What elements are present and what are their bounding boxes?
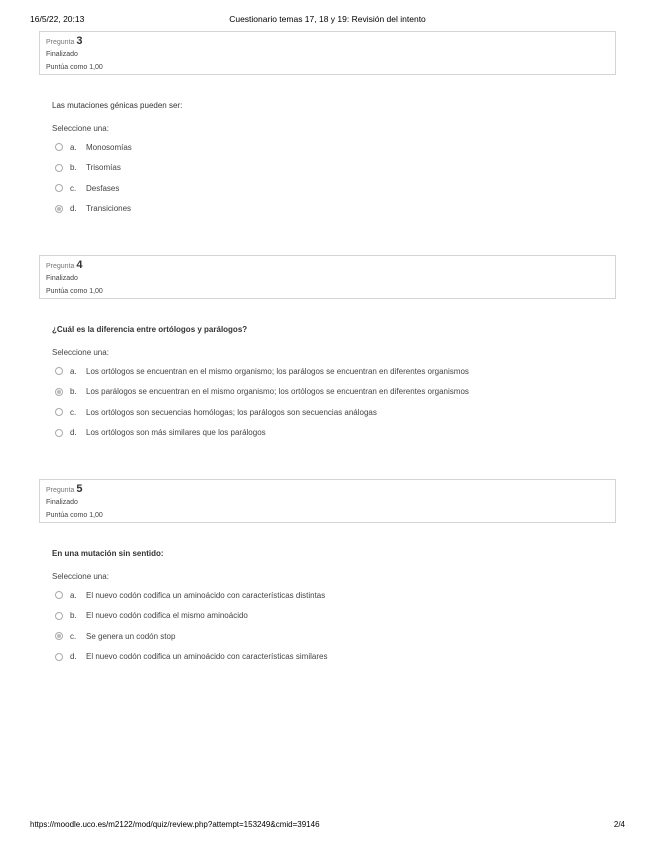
question-grade: Puntúa como 1,00 <box>46 512 103 519</box>
question-5 <box>39 479 616 667</box>
question-text: En una mutación sin sentido: <box>52 549 164 558</box>
question-grade: Puntúa como 1,00 <box>46 288 103 295</box>
print-title: Cuestionario temas 17, 18 y 19: Revisión del intento <box>229 14 426 24</box>
answer-prompt: Seleccione una: <box>52 572 109 581</box>
print-url: https://moodle.uco.es/m2122/mod/quiz/review.php?attempt=153249&cmid=39146 <box>30 820 320 829</box>
question-number: Pregunta 4 <box>46 259 83 271</box>
answer-option[interactable]: a. El nuevo codón codifica un aminoácido con características distintas <box>55 585 616 606</box>
answer-prompt: Seleccione una: <box>52 124 109 133</box>
radio-button[interactable] <box>55 429 63 437</box>
question-grade: Puntúa como 1,00 <box>46 64 103 71</box>
radio-button[interactable] <box>55 143 63 151</box>
print-datetime: 16/5/22, 20:13 <box>30 14 85 24</box>
radio-button[interactable] <box>55 653 63 661</box>
question-number: Pregunta 5 <box>46 483 83 495</box>
answer-list <box>55 137 616 219</box>
question-3 <box>39 31 616 219</box>
radio-button[interactable] <box>55 184 63 192</box>
question-number: Pregunta 3 <box>46 35 83 47</box>
answer-option[interactable]: d. El nuevo codón codifica un aminoácido con características similares <box>55 647 616 668</box>
question-text: Las mutaciones génicas pueden ser: <box>52 101 183 110</box>
answer-option[interactable]: c. Los ortólogos son secuencias homólogas; los parálogos son secuencias análogas <box>55 402 616 423</box>
answer-option[interactable]: d. Transiciones <box>55 199 616 220</box>
radio-button[interactable] <box>55 612 63 620</box>
answer-option[interactable]: b. Los parálogos se encuentran en el mismo organismo; los ortólogos se encuentran en diferentes organismos <box>55 382 616 403</box>
answer-list <box>55 361 616 443</box>
question-state: Finalizado <box>46 275 78 282</box>
answer-option[interactable]: c. Desfases <box>55 178 616 199</box>
radio-button-selected[interactable] <box>55 205 63 213</box>
radio-button-selected[interactable] <box>55 632 63 640</box>
answer-option[interactable]: a. Los ortólogos se encuentran en el mismo organismo; los parálogos se encuentran en diferentes organismos <box>55 361 616 382</box>
question-state: Finalizado <box>46 499 78 506</box>
question-4 <box>39 255 616 443</box>
answer-prompt: Seleccione una: <box>52 348 109 357</box>
answer-option[interactable]: d. Los ortólogos son más similares que los parálogos <box>55 423 616 444</box>
answer-list <box>55 585 616 667</box>
answer-option[interactable]: b. Trisomías <box>55 158 616 179</box>
page-number: 2/4 <box>613 820 625 829</box>
question-text: ¿Cuál es la diferencia entre ortólogos y parálogos? <box>52 325 248 334</box>
answer-option[interactable]: a. Monosomías <box>55 137 616 158</box>
radio-button[interactable] <box>55 367 63 375</box>
question-info <box>39 255 616 299</box>
answer-option[interactable]: b. El nuevo codón codifica el mismo aminoácido <box>55 606 616 627</box>
question-state: Finalizado <box>46 51 78 58</box>
radio-button[interactable] <box>55 591 63 599</box>
question-info <box>39 479 616 523</box>
radio-button[interactable] <box>55 164 63 172</box>
radio-button[interactable] <box>55 408 63 416</box>
answer-option[interactable]: c. Se genera un codón stop <box>55 626 616 647</box>
question-info <box>39 31 616 75</box>
radio-button-selected[interactable] <box>55 388 63 396</box>
